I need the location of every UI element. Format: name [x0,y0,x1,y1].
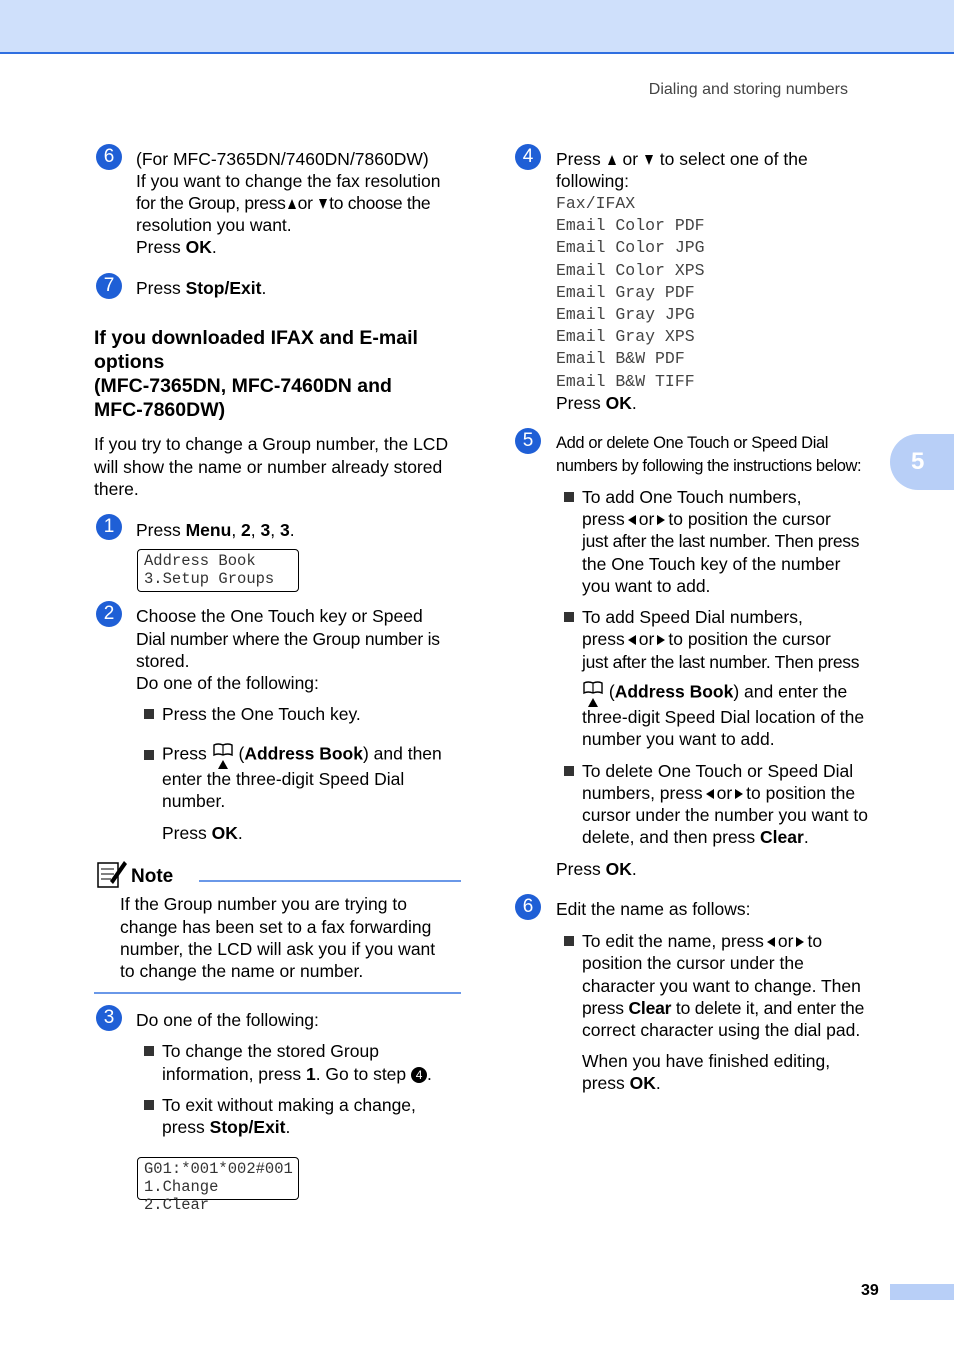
bullet [564,936,574,946]
bullet-text: press or to position the cursor [582,629,831,649]
bullet-text: you want to add. [582,576,711,596]
step-text: Press or to select one of the [556,149,808,169]
bullet [564,612,574,622]
step-text: Press Menu, 2, 3, 3. [136,520,295,540]
lcd-line: G01:*001*002#001 [144,1160,293,1178]
menu-option: Email B&W TIFF [556,372,695,391]
bullet-text: correct character using the dial pad. [582,1020,861,1040]
section-heading: MFC-7860DW) [94,399,226,421]
right-arrow-icon [735,789,743,799]
bullet-text: press Clear to delete it, and enter the [582,998,865,1018]
step-number-5: 5 [515,428,541,454]
intro-text: If you try to change a Group number, the LCD [94,434,449,454]
bullet [144,1046,154,1056]
step-text: Add or delete One Touch or Speed Dial [556,434,829,452]
step-text: Press OK. [136,237,217,257]
chapter-tab: 5 [890,434,954,490]
section-heading: options [94,351,165,373]
bullet-text: just after the last number. Then press [582,652,860,672]
step-text: If you want to change the fax resolution [136,171,441,191]
right-arrow-icon [657,635,665,645]
address-book-icon [212,742,234,768]
bullet-text: Press OK. [162,823,243,843]
note-text: change has been set to a fax forwarding [120,917,432,937]
intro-text: will show the name or number already stored [94,457,443,477]
left-arrow-icon [628,515,636,525]
step-number-3: 3 [96,1005,122,1031]
step-ref-badge: 4 [411,1067,427,1083]
step-text: resolution you want. [136,215,292,235]
intro-text: there. [94,479,139,499]
bullet-text: cursor under the number you want to [582,805,868,825]
step-text: Press OK. [556,859,637,879]
bullet-text: information, press 1. Go to step 4 . [162,1064,432,1084]
step-text: Edit the name as follows: [556,899,751,919]
bullet [564,766,574,776]
step-text: numbers by following the instructions below: [556,457,862,475]
menu-option: Email Color XPS [556,261,705,280]
note-pencil-icon [96,857,128,889]
step-number-2: 2 [96,601,122,627]
lcd-display [137,1157,299,1214]
menu-option: Email Color PDF [556,216,705,235]
bullet-text: Press the One Touch key. [162,704,361,724]
step-text: for the Group, press or to choose the [136,193,431,213]
menu-option: Email B&W PDF [556,349,685,368]
bullet-text: To add Speed Dial numbers, [582,607,803,627]
step-number-7: 7 [96,273,122,299]
left-arrow-icon [706,789,714,799]
lcd-display [137,549,299,592]
page-number-bar [890,1284,954,1300]
step-number-6: 6 [96,144,122,170]
step-text: Dial number where the Group number is [136,629,440,649]
section-heading: (MFC-7365DN, MFC-7460DN and [94,375,392,397]
bullet-text: position the cursor under the [582,953,804,973]
bullet-text: three-digit Speed Dial location of the [582,707,865,727]
step-text: following: [556,171,629,191]
step-text: Do one of the following: [136,673,319,693]
step-text: Press OK. [556,393,637,413]
note-title: Note [131,866,174,887]
bullet-text: character you want to change. Then [582,976,861,996]
menu-option: Email Gray JPG [556,305,695,324]
note-text: to change the name or number. [120,961,364,981]
note-text: number, the LCD will ask you if you want [120,939,436,959]
step-text: Do one of the following: [136,1010,319,1030]
lcd-line: Address Book [144,552,256,570]
right-arrow-icon [796,937,804,947]
down-arrow-icon [645,155,653,165]
section-title: Dialing and storing numbers [648,81,848,98]
bullet-text: press Stop/Exit. [162,1117,291,1137]
section-heading: If you downloaded IFAX and E-mail [94,327,418,349]
bullet-text: To add One Touch numbers, [582,487,802,507]
left-arrow-icon [628,635,636,645]
bullet-text: Press (Address Book) and then [162,742,442,768]
lcd-line: 3.Setup Groups [144,570,275,588]
lcd-line: 1.Change 2.Clear [144,1178,219,1214]
menu-option: Fax/IFAX [556,194,636,213]
bullet-text: press OK. [582,1073,661,1093]
down-arrow-icon [319,199,327,209]
bullet [144,750,154,760]
bullet-text: just after the last number. Then press [582,531,860,551]
up-arrow-icon [288,199,296,209]
bullet-text: enter the three-digit Speed Dial [162,769,405,789]
note-divider [94,992,461,994]
note-divider [199,880,461,882]
page-number: 39 [861,1282,879,1299]
bullet-text: (Address Book) and enter the [582,680,847,706]
right-arrow-icon [657,515,665,525]
bullet-text: number. [162,791,226,811]
bullet-text: To delete One Touch or Speed Dial [582,761,854,781]
bullet-text: number you want to add. [582,729,775,749]
address-book-icon [582,680,604,706]
step-number-1: 1 [96,514,122,540]
step-text: (For MFC-7365DN/7460DN/7860DW) [136,149,429,169]
up-arrow-icon [608,155,616,165]
bullet [144,1100,154,1110]
bullet-text: the One Touch key of the number [582,554,841,574]
bullet-text: When you have finished editing, [582,1051,831,1071]
bullet-text: To exit without making a change, [162,1095,416,1115]
top-header-bar [0,0,954,54]
bullet-text: delete, and then press Clear. [582,827,809,847]
bullet-text: To edit the name, press or to [582,931,823,951]
bullet-text: To change the stored Group [162,1041,379,1061]
menu-option: Email Gray XPS [556,327,695,346]
bullet [564,492,574,502]
step-number-4: 4 [515,144,541,170]
menu-option: Email Color JPG [556,238,705,257]
bullet-text: press or to position the cursor [582,509,831,529]
step-text: stored. [136,651,190,671]
menu-option: Email Gray PDF [556,283,695,302]
step-text: Choose the One Touch key or Speed [136,606,423,626]
bullet [144,709,154,719]
step-text: Press Stop/Exit. [136,278,267,298]
bullet-text: numbers, press or to position the [582,783,856,803]
left-arrow-icon [767,937,775,947]
step-number-6: 6 [515,894,541,920]
note-text: If the Group number you are trying to [120,894,407,914]
